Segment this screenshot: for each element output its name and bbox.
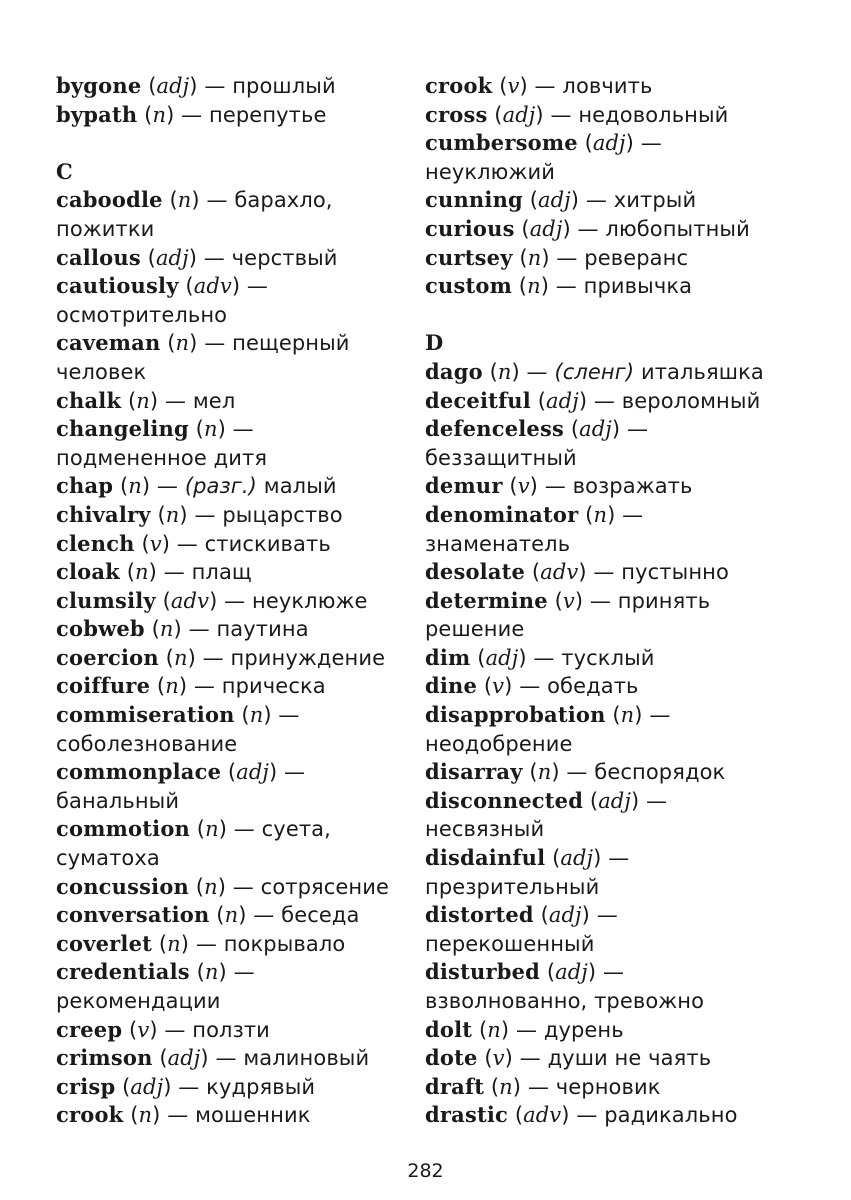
part-of-speech: (v) <box>484 1046 513 1071</box>
headword: bypath <box>56 101 138 127</box>
headword: determine <box>425 587 548 613</box>
headword: commonplace <box>56 759 222 785</box>
part-of-speech: (adj) <box>570 417 621 442</box>
part-of-speech: (adv) <box>162 588 218 613</box>
headword: conversation <box>56 902 210 928</box>
part-of-speech-label: n <box>135 560 149 585</box>
translation-text: сотрясение <box>260 874 390 899</box>
part-of-speech-label: v <box>507 74 520 98</box>
translation-continuation <box>425 815 795 844</box>
dictionary-entry: disdainful (adj) — <box>425 845 630 871</box>
translation-text: ползти <box>192 1017 270 1042</box>
part-of-speech: (n) <box>156 674 188 699</box>
dictionary-entry: desolate (adv) — пустынно <box>425 559 729 585</box>
part-of-speech: (adj) <box>227 760 278 785</box>
dictionary-entry: commonplace (adj) — <box>56 759 306 785</box>
translation-continuation <box>425 158 795 187</box>
section-letter <box>56 158 406 187</box>
headword: cloak <box>56 559 120 585</box>
translation-text: осмотрительно <box>56 302 228 327</box>
dictionary-entry: crimson (adj) — малиновый <box>56 1045 370 1071</box>
part-of-speech: (n) <box>157 502 188 527</box>
translation-text: привычка <box>583 274 693 299</box>
part-of-speech-label: n <box>204 874 218 899</box>
translation-text: любопытный <box>605 216 750 241</box>
headword: dolt <box>425 1016 473 1042</box>
part-of-speech-label: n <box>527 274 541 299</box>
translation-text: хитрый <box>613 188 697 213</box>
headword: clumsily <box>56 587 156 613</box>
dictionary-entry: chalk (n) — мел <box>56 387 236 413</box>
translation-text: реверанс <box>584 245 689 270</box>
part-of-speech: (adv) <box>514 1103 570 1128</box>
dictionary-entry: coercion (n) — принуждение <box>56 644 386 670</box>
translation-text: черствый <box>231 245 338 270</box>
dictionary-entry: denominator (n) — <box>425 501 644 527</box>
translation-text: недовольный <box>578 102 729 127</box>
dictionary-entry: cobweb (n) — паутина <box>56 616 309 642</box>
headword: disarray <box>425 759 523 785</box>
usage-note: (сленг) <box>554 359 635 384</box>
dictionary-entry: caboodle (n) — барахло, <box>56 187 333 213</box>
headword: crook <box>56 1102 124 1128</box>
dictionary-entry: credentials (n) — <box>56 959 255 985</box>
section-gap <box>56 129 406 158</box>
part-of-speech: (n) <box>196 960 227 985</box>
part-of-speech-label: adv <box>540 560 579 585</box>
part-of-speech: (n) <box>519 245 550 270</box>
headword: cumbersome <box>425 130 578 156</box>
translation-text: соболезнование <box>56 731 238 756</box>
headword: demur <box>425 473 503 499</box>
part-of-speech: (n) <box>158 931 190 956</box>
translation-text: пещерный <box>232 331 350 356</box>
part-of-speech: (n) <box>195 417 226 442</box>
dictionary-entry: custom (n) — привычка <box>425 273 693 299</box>
part-of-speech-label: n <box>249 703 264 728</box>
dictionary-entry: curious (adj) — любопытный <box>425 215 750 241</box>
headword: chivalry <box>56 501 151 527</box>
dictionary-entry: disarray (n) — беспорядок <box>425 759 726 785</box>
part-of-speech: (adv) <box>185 274 241 299</box>
part-of-speech-label: n <box>136 388 150 413</box>
part-of-speech-label: adj <box>555 960 588 985</box>
part-of-speech-label: n <box>593 502 608 527</box>
dictionary-entry: dago (n) — (сленг) итальяшка <box>425 358 764 384</box>
translation-continuation <box>56 787 406 816</box>
headword: disdainful <box>425 845 546 871</box>
translation-continuation <box>56 301 406 330</box>
part-of-speech: (v) <box>499 74 528 98</box>
part-of-speech: (n) <box>151 617 182 642</box>
part-of-speech-label: n <box>537 760 552 785</box>
dictionary-entry: creep (v) — ползти <box>56 1016 270 1042</box>
translation-continuation <box>56 444 406 473</box>
headword: crisp <box>56 1073 116 1099</box>
part-of-speech-label: n <box>175 331 190 356</box>
translation-continuation <box>425 444 795 473</box>
dictionary-entry: clench (v) — стискивать <box>56 530 331 556</box>
part-of-speech: (n) <box>196 817 227 842</box>
part-of-speech-label: n <box>499 1074 513 1099</box>
translation-text: перекошенный <box>425 931 595 956</box>
part-of-speech-label: n <box>487 1017 501 1042</box>
part-of-speech-label: v <box>517 474 530 499</box>
part-of-speech: (n) <box>518 274 550 299</box>
part-of-speech: (n) <box>119 474 151 499</box>
section-gap <box>425 301 795 330</box>
translation-text: мошенник <box>195 1103 311 1128</box>
headword: drastic <box>425 1102 509 1128</box>
part-of-speech-label: adj <box>236 760 269 785</box>
dictionary-entry: chap (n) — (разг.) малый <box>56 473 337 499</box>
translation-text: решение <box>425 617 525 642</box>
part-of-speech: (n) <box>216 903 247 928</box>
headword: dim <box>425 644 471 670</box>
translation-text: плащ <box>191 560 252 585</box>
part-of-speech: (n) <box>529 760 560 785</box>
translation-text: малый <box>263 474 337 499</box>
part-of-speech: (adj) <box>477 645 527 670</box>
translation-text: неуклюже <box>252 588 368 613</box>
translation-text: стискивать <box>204 531 331 556</box>
part-of-speech-label: n <box>527 245 542 270</box>
part-of-speech: (v) <box>141 531 170 556</box>
translation-text: несвязный <box>425 817 545 842</box>
part-of-speech-label: v <box>149 531 162 556</box>
right-column <box>425 72 795 1130</box>
headword: draft <box>425 1073 485 1099</box>
page-number: 282 <box>407 1160 444 1182</box>
part-of-speech-label: adj <box>167 1046 201 1071</box>
translation-text: беспорядок <box>594 760 726 785</box>
dictionary-entry: disturbed (adj) — <box>425 959 625 985</box>
translation-text: радикально <box>604 1103 738 1128</box>
dictionary-entry: distorted (adj) — <box>425 902 618 928</box>
part-of-speech-label: n <box>128 474 142 499</box>
part-of-speech: (n) <box>195 874 227 899</box>
dictionary-entry: curtsey (n) — реверанс <box>425 244 689 270</box>
translation-text: итальяшка <box>640 359 764 384</box>
usage-note: (разг.) <box>184 474 257 499</box>
translation-continuation <box>56 844 406 873</box>
translation-text: обедать <box>547 674 639 699</box>
part-of-speech: (adj) <box>159 1046 209 1071</box>
translation-text: неодобрение <box>425 731 573 756</box>
headword: cobweb <box>56 616 145 642</box>
dictionary-entry: changeling (n) — <box>56 416 254 442</box>
part-of-speech-label: n <box>165 502 180 527</box>
part-of-speech: (adj) <box>552 846 602 871</box>
part-of-speech-label: adj <box>548 903 582 928</box>
part-of-speech-label: adj <box>560 846 594 871</box>
part-of-speech: (adj) <box>494 102 544 127</box>
translation-text: суматоха <box>56 846 160 871</box>
headword: chalk <box>56 387 122 413</box>
headword: callous <box>56 244 141 270</box>
dictionary-entry: commotion (n) — суета, <box>56 816 331 842</box>
translation-text: покрывало <box>223 931 346 956</box>
part-of-speech: (adv) <box>531 560 587 585</box>
part-of-speech-label: v <box>492 1046 505 1071</box>
dictionary-entry: disapprobation (n) — <box>425 702 671 728</box>
dictionary-entry: conversation (n) — беседа <box>56 902 360 928</box>
headword: creep <box>56 1016 123 1042</box>
part-of-speech-label: adj <box>598 788 631 813</box>
headword: desolate <box>425 559 526 585</box>
headword: defenceless <box>425 416 565 442</box>
headword: disturbed <box>425 959 541 985</box>
translation-continuation <box>56 215 406 244</box>
dictionary-entry: cross (adj) — недовольный <box>425 101 729 127</box>
headword: caveman <box>56 330 161 356</box>
part-of-speech-label: n <box>204 960 219 985</box>
headword: chap <box>56 473 114 499</box>
section-letter-text: C <box>56 158 73 184</box>
dictionary-entry: cautiously (adv) — <box>56 273 269 299</box>
part-of-speech-label: adv <box>193 274 232 299</box>
part-of-speech: (n) <box>490 1074 522 1099</box>
headword: coercion <box>56 644 159 670</box>
part-of-speech-label: n <box>152 102 167 127</box>
translation-text: барахло, <box>234 188 333 213</box>
translation-text: банальный <box>56 788 180 813</box>
part-of-speech: (v) <box>129 1017 158 1042</box>
dictionary-entry: crisp (adj) — кудрявый <box>56 1073 316 1099</box>
part-of-speech: (adj) <box>537 388 588 413</box>
part-of-speech: (adj) <box>584 131 634 156</box>
part-of-speech: (adj) <box>540 903 590 928</box>
part-of-speech: (n) <box>144 102 175 127</box>
translation-text: принуждение <box>230 645 386 670</box>
headword: custom <box>425 273 513 299</box>
part-of-speech: (n) <box>169 188 200 213</box>
translation-text: неуклюжий <box>425 159 555 184</box>
translation-text: презрительный <box>425 874 600 899</box>
translation-text: черновик <box>555 1074 661 1099</box>
part-of-speech: (adj) <box>546 960 597 985</box>
translation-continuation <box>425 615 795 644</box>
dictionary-entry: cunning (adj) — хитрый <box>425 187 697 213</box>
translation-text: рекомендации <box>56 989 221 1013</box>
headword: deceitful <box>425 387 531 413</box>
translation-text: кудрявый <box>206 1074 316 1099</box>
translation-text: перепутье <box>209 102 327 127</box>
headword: dine <box>425 673 478 699</box>
dictionary-entry: chivalry (n) — рыцарство <box>56 501 343 527</box>
part-of-speech: (v) <box>483 674 513 699</box>
translation-text: малиновый <box>243 1046 370 1071</box>
translation-text: принять <box>617 588 711 613</box>
translation-text: подмененное дитя <box>56 445 268 470</box>
dictionary-entry: determine (v) — принять <box>425 587 711 613</box>
part-of-speech-label: adv <box>170 588 210 613</box>
part-of-speech-label: n <box>205 817 219 842</box>
part-of-speech: (n) <box>241 703 272 728</box>
part-of-speech-label: n <box>167 931 181 956</box>
dictionary-entry: crook (n) — мошенник <box>56 1102 311 1128</box>
translation-text: взволнованно, тревожно <box>425 989 705 1013</box>
part-of-speech: (adj) <box>529 188 580 213</box>
part-of-speech: (n) <box>165 645 196 670</box>
dictionary-entry: dine (v) — обедать <box>425 673 639 699</box>
part-of-speech-label: n <box>173 645 188 670</box>
headword: disconnected <box>425 787 584 813</box>
translation-text: паутина <box>216 617 309 642</box>
dictionary-entry: deceitful (adj) — вероломный <box>425 387 761 413</box>
part-of-speech: (adj) <box>122 1074 172 1099</box>
headword: cross <box>425 101 488 127</box>
translation-text: суета, <box>261 817 331 842</box>
part-of-speech-label: adj <box>546 388 579 413</box>
dictionary-entry: commiseration (n) — <box>56 702 300 728</box>
part-of-speech: (n) <box>489 359 520 384</box>
headword: coiffure <box>56 673 151 699</box>
headword: bygone <box>56 73 142 98</box>
headword: distorted <box>425 902 534 928</box>
part-of-speech-label: adj <box>529 216 563 241</box>
part-of-speech-label: adj <box>155 245 189 270</box>
headword: crook <box>425 73 493 98</box>
part-of-speech: (n) <box>127 388 159 413</box>
part-of-speech-label: n <box>165 674 179 699</box>
part-of-speech-label: adj <box>592 131 626 156</box>
part-of-speech-label: adj <box>130 1074 164 1099</box>
translation-text: вероломный <box>621 388 761 413</box>
part-of-speech-label: adj <box>156 74 190 98</box>
translation-text: человек <box>56 359 147 384</box>
headword: dote <box>425 1045 478 1071</box>
left-column <box>56 72 406 1130</box>
part-of-speech: (adj) <box>147 245 198 270</box>
headword: credentials <box>56 959 190 985</box>
headword: caboodle <box>56 187 163 213</box>
translation-text: ловчить <box>562 74 653 98</box>
section-letter-text: D <box>425 330 444 356</box>
dictionary-entry: bygone (adj) — прошлый <box>56 73 336 98</box>
dictionary-entry: caveman (n) — пещерный <box>56 330 350 356</box>
translation-text: возражать <box>572 474 693 499</box>
translation-text: рыцарство <box>222 502 343 527</box>
translation-text: прошлый <box>232 74 336 98</box>
part-of-speech-label: n <box>159 617 174 642</box>
translation-continuation <box>425 530 795 559</box>
translation-continuation <box>425 930 795 959</box>
part-of-speech-label: n <box>224 903 239 928</box>
part-of-speech: (n) <box>478 1017 510 1042</box>
translation-continuation <box>56 987 406 1016</box>
part-of-speech: (n) <box>130 1103 161 1128</box>
translation-continuation <box>425 987 795 1016</box>
dictionary-entry: dolt (n) — дурень <box>425 1016 624 1042</box>
part-of-speech: (v) <box>554 588 584 613</box>
headword: crimson <box>56 1045 153 1071</box>
translation-text: пустынно <box>621 560 729 585</box>
part-of-speech-label: v <box>492 674 505 699</box>
dictionary-entry: dote (v) — души не чаять <box>425 1045 712 1071</box>
section-letter <box>425 329 795 358</box>
part-of-speech-label: adj <box>579 417 612 442</box>
dictionary-entry: concussion (n) — сотрясение <box>56 873 390 899</box>
part-of-speech-label: n <box>177 188 192 213</box>
headword: curtsey <box>425 244 513 270</box>
headword: commotion <box>56 816 190 842</box>
dictionary-entry: defenceless (adj) — <box>425 416 649 442</box>
headword: denominator <box>425 501 579 527</box>
dictionary-entry: coiffure (n) — прическа <box>56 673 326 699</box>
part-of-speech-label: adj <box>502 102 536 127</box>
dictionary-entry: demur (v) — возражать <box>425 473 693 499</box>
part-of-speech-label: n <box>620 703 635 728</box>
part-of-speech: (v) <box>509 474 538 499</box>
part-of-speech: (adj) <box>589 788 640 813</box>
part-of-speech-label: n <box>203 417 218 442</box>
dictionary-entry: dim (adj) — тусклый <box>425 644 655 670</box>
headword: coverlet <box>56 930 153 956</box>
part-of-speech-label: adv <box>523 1103 562 1128</box>
translation-text: знаменатель <box>425 531 571 556</box>
dictionary-entry: disconnected (adj) — <box>425 787 668 813</box>
part-of-speech-label: adj <box>485 645 519 670</box>
part-of-speech-label: n <box>497 359 512 384</box>
part-of-speech-label: v <box>137 1017 150 1042</box>
part-of-speech: (adj) <box>148 74 198 98</box>
headword: dago <box>425 358 483 384</box>
headword: cunning <box>425 187 523 213</box>
headword: curious <box>425 215 515 241</box>
translation-continuation <box>425 873 795 902</box>
dictionary-entry: callous (adj) — черствый <box>56 244 338 270</box>
dictionary-entry: clumsily (adv) — неуклюже <box>56 587 368 613</box>
translation-continuation <box>56 358 406 387</box>
dictionary-entry: cumbersome (adj) — <box>425 130 662 156</box>
dictionary-entry: bypath (n) — перепутье <box>56 101 327 127</box>
headword: clench <box>56 530 135 556</box>
translation-text: беззащитный <box>425 445 577 470</box>
part-of-speech: (n) <box>585 502 616 527</box>
part-of-speech-label: adj <box>538 188 571 213</box>
headword: disapprobation <box>425 702 606 728</box>
part-of-speech: (adj) <box>521 216 571 241</box>
translation-continuation <box>425 730 795 759</box>
dictionary-entry: coverlet (n) — покрывало <box>56 930 346 956</box>
translation-text: мел <box>192 388 236 413</box>
headword: concussion <box>56 873 190 899</box>
part-of-speech: (n) <box>126 560 157 585</box>
translation-continuation <box>56 730 406 759</box>
dictionary-entry: cloak (n) — плащ <box>56 559 252 585</box>
translation-text: дурень <box>543 1017 624 1042</box>
part-of-speech-label: v <box>562 588 575 613</box>
headword: changeling <box>56 416 189 442</box>
dictionary-entry: crook (v) — ловчить <box>425 73 653 98</box>
part-of-speech: (n) <box>612 703 643 728</box>
part-of-speech: (n) <box>167 331 198 356</box>
headword: cautiously <box>56 273 179 299</box>
translation-text: тусклый <box>561 645 655 670</box>
translation-text: прическа <box>221 674 326 699</box>
translation-text: души не чаять <box>547 1046 712 1071</box>
part-of-speech-label: n <box>138 1103 153 1128</box>
headword: commiseration <box>56 702 235 728</box>
translation-text: беседа <box>281 903 360 928</box>
dictionary-entry: drastic (adv) — радикально <box>425 1102 738 1128</box>
dictionary-entry: draft (n) — черновик <box>425 1073 661 1099</box>
translation-text: пожитки <box>56 216 155 241</box>
